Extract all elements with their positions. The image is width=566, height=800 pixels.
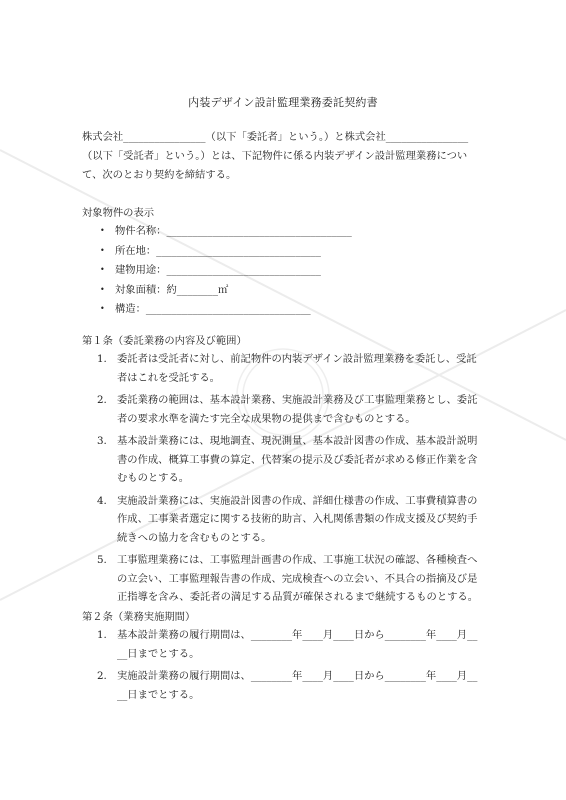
article-1-heading: 第１条（委託業務の内容及び範囲） xyxy=(82,335,247,347)
clause-number: 2. xyxy=(97,394,107,406)
bullet-icon: • xyxy=(100,226,105,235)
intro-line: て、次のとおり契約を締結する。 xyxy=(82,169,237,181)
clause-line: 作成、工事業者選定に関する技術的助言、入札関係書類の作成支援及び契約手 xyxy=(117,513,478,525)
clause-item xyxy=(82,354,492,391)
property-item xyxy=(82,304,492,324)
property-section xyxy=(82,208,492,324)
property-item xyxy=(82,246,492,266)
clause-line: の立会い、工事監理報告書の作成、完成検査への立会い、不具合の指摘及び是 xyxy=(117,572,478,585)
clause-number: 1. xyxy=(97,353,107,365)
bullet-icon: • xyxy=(100,284,105,294)
clause-item xyxy=(82,496,492,552)
article-1 xyxy=(82,336,492,611)
property-item xyxy=(82,285,492,305)
intro-paragraph xyxy=(82,132,492,189)
property-item-text: 構造：________________________________ xyxy=(115,303,311,315)
clause-line: 委託者は受託者に対し、前記物件の内装デザイン設計監理業務を委託し、受託 xyxy=(117,353,477,365)
article-1-items xyxy=(82,354,492,611)
clause-number: 5. xyxy=(97,554,107,566)
bullet-icon: • xyxy=(100,265,105,274)
article-2-items xyxy=(82,630,492,708)
bullet-icon: • xyxy=(100,304,105,313)
property-item-text: 建物用途：______________________________ xyxy=(115,264,321,276)
clause-line: 委託業務の範囲は、基本設計業務、実施設計業務及び工事監理業務とし、委託 xyxy=(117,394,478,406)
intro-line: （以下「受託者」という。）とは、下記物件に係る内装デザイン設計監理業務につい xyxy=(82,150,468,162)
intro-line: 株式会社________________（以下「委託者」という。）と株式会社________________ xyxy=(82,131,469,143)
clause-line: 実施設計業務の履行期間は、________年____月____日から________年____月__ xyxy=(117,670,478,682)
clause-line: 者はこれを受託する。 xyxy=(117,371,220,384)
clause-item xyxy=(82,436,492,492)
clause-line: 基本設計業務の履行期間は、________年____月____日から________年____月__ xyxy=(117,629,478,641)
clause-item xyxy=(82,395,492,432)
property-list xyxy=(82,226,492,324)
clause-number: 3. xyxy=(97,435,107,447)
clause-item xyxy=(82,630,492,667)
clause-line: 正指導を含み、委託者の満足する品質が確保されるまで継続するものとする。 xyxy=(117,591,479,603)
property-item-text: 物件名称：____________________________________ xyxy=(115,225,352,237)
clause-line: 者の要求水準を満たす完全な成果物の提供まで含むものとする。 xyxy=(117,412,416,425)
property-heading: 対象物件の表示 xyxy=(82,207,155,219)
property-item xyxy=(82,265,492,285)
clause-line: __日までとする。 xyxy=(117,688,200,701)
clause-line: 続きへの協力を含むものとする。 xyxy=(117,531,272,544)
document-title: 内装デザイン設計監理業務委託契約書 xyxy=(188,96,378,109)
clause-line: __日までとする。 xyxy=(117,647,200,660)
bullet-icon: • xyxy=(100,245,105,255)
clause-item xyxy=(82,671,492,708)
clause-line: 実施設計業務には、実施設計図書の作成、詳細仕様書の作成、工事費積算書の xyxy=(117,494,478,507)
clause-line: 工事監理業務には、工事監理計画書の作成、工事施工状況の確認、各種検査へ xyxy=(117,554,478,566)
clause-line: むものとする。 xyxy=(117,472,190,484)
clause-number: 1. xyxy=(97,629,107,641)
clause-number: 2. xyxy=(97,670,107,682)
article-2-heading: 第２条（業務実施期間） xyxy=(82,611,196,623)
property-item-text: 所在地：________________________________ xyxy=(115,244,321,257)
property-item-text: 対象面積：約________㎡ xyxy=(115,283,229,296)
clause-number: 4. xyxy=(97,494,107,507)
clause-line: 書の作成、概算工事費の算定、代替案の提示及び委託者が求める修正作業を含 xyxy=(117,453,478,466)
clause-item xyxy=(82,555,492,611)
clause-line: 基本設計業務には、現地調査、現況測量、基本設計図書の作成、基本設計説明 xyxy=(117,435,478,447)
property-item xyxy=(82,226,492,246)
article-2 xyxy=(82,612,492,708)
